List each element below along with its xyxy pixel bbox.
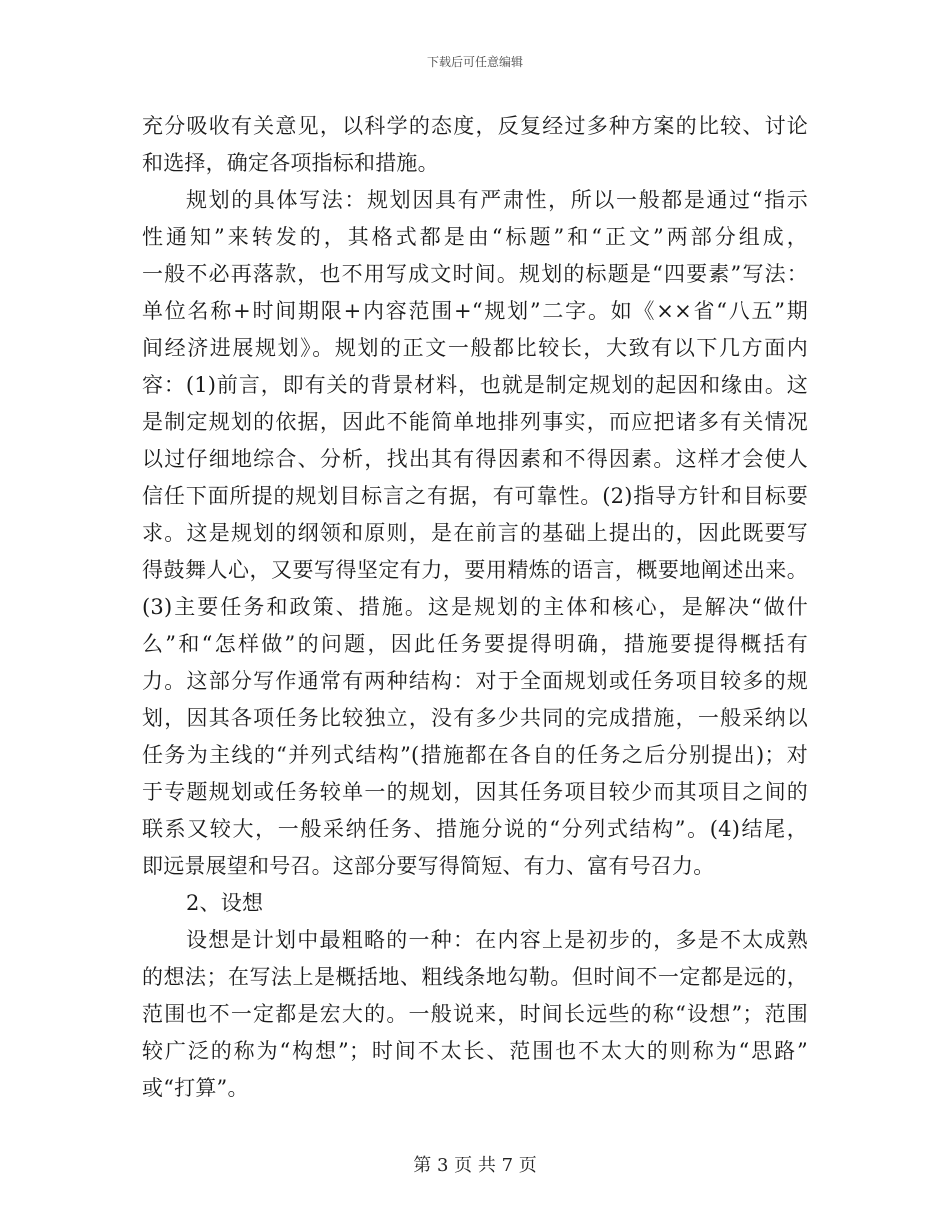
- text-line: 联系又较大，一般采纳任务、措施分说的“分列式结构”。(4)结尾，: [142, 817, 808, 841]
- text-line: 间经济进展规划》。规划的正文一般都比较长，大致有以下几方面内: [142, 336, 808, 360]
- text-line: 容：(1)前言，即有关的背景材料，也就是制定规划的起因和缘由。这: [142, 373, 808, 397]
- text-line: 划，因其各项任务比较独立，没有多少共同的完成措施，一般采纳以: [142, 706, 808, 730]
- document-body: [142, 108, 808, 1107]
- page-footer: 第 3 页 共 7 页: [413, 1155, 537, 1176]
- text-line: 任务为主线的“并列式结构”(措施都在各自的任务之后分别提出)；对: [142, 743, 808, 767]
- text-line: 设想是计划中最粗略的一种：在内容上是初步的，多是不太成熟: [186, 928, 808, 952]
- page-header: 下载后可任意编辑: [426, 55, 523, 69]
- section-heading: 2、设想: [186, 891, 264, 915]
- text-line: 规划的具体写法：规划因具有严肃性，所以一般都是通过“指示: [186, 188, 808, 212]
- text-line: 性通知”来转发的，其格式都是由“标题”和“正文”两部分组成，: [142, 225, 808, 249]
- text-line: 单位名称+时间期限+内容范围+“规划”二字。如《××省“八五”期: [142, 299, 808, 323]
- text-line: 信任下面所提的规划目标言之有据，有可靠性。(2)指导方针和目标要: [142, 484, 808, 508]
- text-line: 是制定规划的依据，因此不能简单地排列事实，而应把诸多有关情况: [142, 410, 808, 434]
- text-line: (3)主要任务和政策、措施。这是规划的主体和核心，是解决“做什: [142, 595, 808, 619]
- text-line: 力。这部分写作通常有两种结构：对于全面规划或任务项目较多的规: [142, 669, 808, 693]
- text-line: 么”和“怎样做”的问题，因此任务要提得明确，措施要提得概括有: [142, 632, 808, 656]
- text-line: 范围也不一定都是宏大的。一般说来，时间长远些的称“设想”；范围: [142, 1002, 808, 1026]
- text-line: 和选择，确定各项指标和措施。: [142, 151, 439, 175]
- text-line: 较广泛的称为“构想”；时间不太长、范围也不太大的则称为“思路”: [142, 1039, 808, 1063]
- text-line: 的想法；在写法上是概括地、粗线条地勾勒。但时间不一定都是远的，: [142, 965, 808, 989]
- text-line: 即远景展望和号召。这部分要写得简短、有力、富有号召力。: [142, 854, 715, 878]
- text-line: 充分吸收有关意见，以科学的态度，反复经过多种方案的比较、讨论: [142, 114, 808, 138]
- text-line: 以过仔细地综合、分析，找出其有得因素和不得因素。这样才会使人: [142, 447, 808, 471]
- text-line: 求。这是规划的纲领和原则，是在前言的基础上提出的，因此既要写: [142, 521, 808, 545]
- text-line: 一般不必再落款，也不用写成文时间。规划的标题是“四要素”写法：: [142, 262, 808, 286]
- text-line: 于专题规划或任务较单一的规划，因其任务项目较少而其项目之间的: [142, 780, 808, 804]
- text-line: 得鼓舞人心，又要写得坚定有力，要用精炼的语言，概要地阐述出来。: [142, 558, 808, 582]
- text-line: 或“打算”。: [142, 1076, 249, 1100]
